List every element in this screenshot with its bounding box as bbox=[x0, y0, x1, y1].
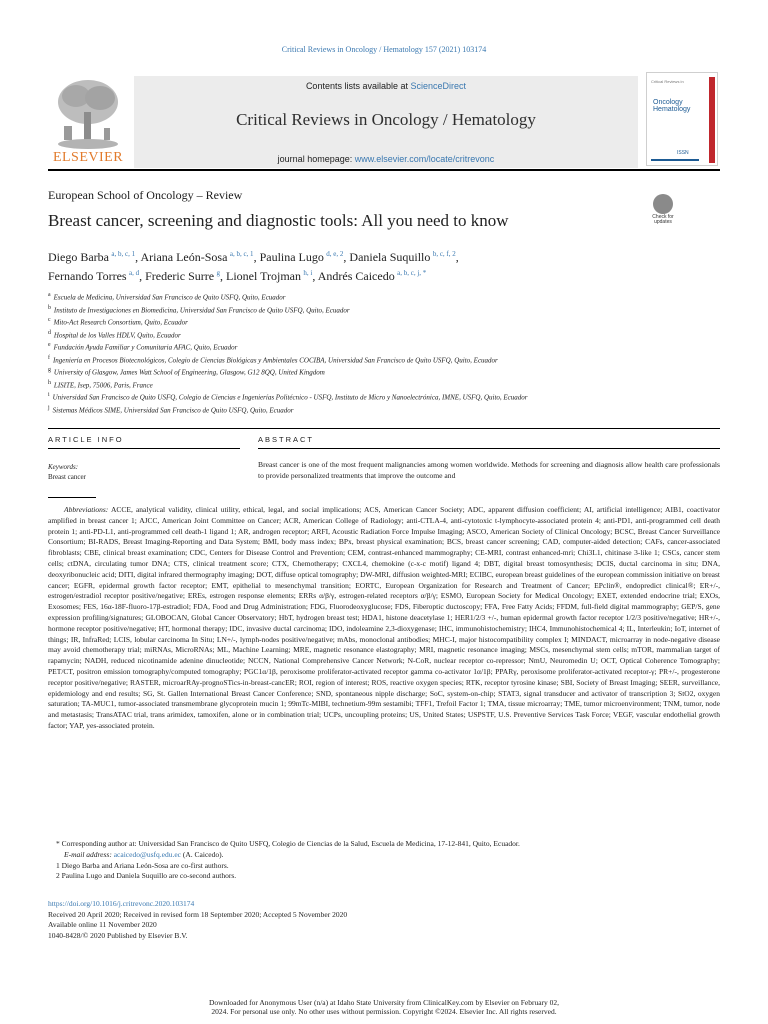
affiliation bbox=[48, 365, 728, 378]
section-label: European School of Oncology – Review bbox=[48, 188, 243, 202]
affiliation bbox=[48, 315, 728, 328]
download-notice-line-2: 2024. For personal use only. No other uses without permission. Copyright ©2024. Elsevier Inc. All rights reserved. bbox=[211, 1007, 557, 1016]
affiliation bbox=[48, 340, 728, 353]
affiliation-text: LISITE, Isep, 75006, Paris, France bbox=[53, 381, 153, 390]
author-name: Frederic Surre bbox=[145, 269, 215, 283]
copyright: 1040-8428/© 2020 Published by Elsevier B.V. bbox=[48, 930, 188, 940]
author-name: Ariana León-Sosa bbox=[140, 250, 228, 264]
abbreviations bbox=[48, 505, 720, 732]
article-info-heading: ARTICLE INFO bbox=[48, 435, 124, 444]
email-suffix: (A. Caicedo). bbox=[181, 849, 224, 859]
cover-footer: ISSN bbox=[677, 150, 689, 156]
email-note bbox=[64, 850, 720, 861]
keywords bbox=[48, 462, 86, 482]
abbreviations-text: ACCE, analytical validity, clinical utility, ethical, legal, and social implications; ACS, American Cancer Society; ADC, apparent diffusion coefficient; AI, artificial intelligence; AIB1, coactivator amplified in breast cancer 1; AJCC, American Joint Committee on Cancer; ACR, American College of Radiology; anti-CTLA-4, anti-cytotoxic t-lymphocyte-associated protein 4; anti-PD1, anti-programmed cell death protein 1; anti-PD-L1, anti-programmed cell death-1 ligand 1; AR, androgen receptor; ARFI, Acoustic Radiation Force Impulse Imaging; ASCO, American Society of Clinical Oncology; BCSC, Breast Cancer Surveillance Consortium; BI-RADS, Breast Imaging-Reporting and Data System; BMI, body mass index; BPx, breast physical examination; BCS, breast cancer screening; CAD, computer-aided detection; CAFs, cancer-associated fibroblasts; CBE, clinical breast examination; CDC, Centers for Disease Control and Prevention; CEM, contrast-enhanced mammography; CE-MRI, contrast enhanced-mri; Chi3L1, chitinase 3-like 1; CSCs, cancer stem cells; ctDNA, circulating tumor DNA; CTS, clinical treatment score; CTX, Chemotherapy; CXCL4, chemokine (c-x-c motif) ligand 4; DBT, digital breast tomosynthesis; DCIS, ductal carcinoma in situ; DNA, deoxyribonucleic acid; DITI, digital infrared thermography imaging; DOT, diffuse optical tomography; DW-MRI, diffusion weighted-MRI; ECIBC, european breast guidelines of the european commission initiative on breast cancer; EGFR, epidermal growth factor receptor; EMT, epithelial to mesenchymal transition; EORTC, European Organization for Research and Treatment of Cancer; EPclin®, endopredict clinical®; ER+/-, estrogen/estradiol receptor positive/negative; EREs, estrogen response elements; ERRs α/β/γ, estrogen-related receptors α/β/γ; ESMO, European Society for Medical Oncology; EXET, extended endocrine trial; EXOs, Exosomes; FES, 16α-18F-fluoro-17β-estradiol; FDA, Food and Drug Administration; FDG, Fluorodeoxyglucose; FDS, Fiberoptic ductoscopy; FFA, Free Fatty Acids; FFDM, full-field digital mammography; GEP/S, gene expression profiling/signatures; GLOBOCAN, Global Cancer Observatory; HbT, hydrogen breast test; HDA1, histone deacetylase 1; HER1/2/3 +/-, human epidermal growth factor receptor 1/2/3 positive/negative; HR+/-, hormone receptor positive/negative; HT, hormonal therapy; IDC, invasive ductal carcinoma; IDO, indoleamine 2,3-dioxygenase; IHC, immunohistochemistry; IHC4, Immunohistochemical 4; IL, Interleukin; IoT, internet of things; IR, InfraRed; LCIS, lobular carcinoma In Situ; LN+/-, lymph-nodes positive/negative; mAbs, monoclonal antibodies; MHC-I, major histocompatibility complex I; MINDACT, microarray in node-negative disease may avoid chemotherapy trial; miRNAs, MicroRNAs; ML, Machine Learning; MRE, magnetic resonance elastography; MRI, magnetic resonance imaging; MSCs, mesenchymal stem cells; mTOR, mammalian target of rapamycin; NADH, reduced nicotinamide adenine dinucleotide; NCCN, National Comprehensive Cancer Network; N-CoR, nuclear receptor co-repressor; NmU, Neuromedin U; OCT, Optical Coherence Tomography; PET/CT, positron emission tomography/computed tomography; PGC1α/1β, peroxisome proliferator-activated receptor gamma co-activator 1α/1β; PPARγ, peroxisome proliferator-activated receptor-γ; PR+/-, progesterone receptor positive/negative; RASTER, microarRAy-prognoSTics-in-breast-cancER; ROI, region of interest; ROS, reactive oxygen species; RTK, receptor tyrosine kinase; SBI, Society of Breast Imaging; SEER, surveillance, epidemiology and end results; SG, St. Gallen International Breast Cancer Conference; SND, spontaneous nipple discharge; SoC, system-on-chip; STAT3, signal transducer and activator of transcription 3; StO2, oxygen saturation; TA-MUC1, tumor-associated transmembrane glycoprotein mucin 1; 99mTc-MIBI, technetium-99m sestamibi; TFF1, Trefoil Factor 1; TMA, tissue microarray; TME, tumor microenvironment; TNM, tumor, node and metastasis; TransATAC trial, trans arimidex, tamoxifen, alone or in combination trial; UCPs, uncoupling proteins; US, United States; USPSTF, U.S. Preventive Services Task Force; VEGF, vascular endothelial growth factor; YAP, yes-associated protein. bbox=[48, 505, 720, 730]
affiliation bbox=[48, 403, 728, 416]
download-notice bbox=[0, 998, 768, 1016]
affiliation-text: Fundación Ayuda Familiar y Comunitaria AFAC, Quito, Ecuador bbox=[53, 343, 238, 352]
affiliation bbox=[48, 290, 728, 303]
affiliation-marker: c bbox=[48, 317, 51, 324]
affiliation-text: Mito-Act Research Consortium, Quito, Ecuador bbox=[53, 318, 188, 327]
affiliation-marker: i bbox=[48, 392, 50, 399]
cover-title-line-2: Hematology bbox=[653, 106, 691, 113]
cover-red-strip bbox=[709, 77, 715, 163]
affiliation-marker: h bbox=[48, 379, 51, 386]
check-updates-label: Check for updates bbox=[652, 214, 674, 225]
author-name: Diego Barba bbox=[48, 250, 109, 264]
corresponding-author-note: * Corresponding author at: Universidad San Francisco de Quito USFQ, Colegio de Ciencias de la Salud, Escuela de Medicina, 17-12-841, Quito, Ecuador. bbox=[56, 839, 520, 848]
abbreviations-label: Abbreviations: bbox=[64, 505, 109, 514]
received-dates: Received 20 April 2020; Received in revised form 18 September 2020; Accepted 5 November 2020 bbox=[48, 909, 348, 919]
doi-link[interactable]: https://doi.org/10.1016/j.critrevonc.2020.103174 bbox=[48, 899, 195, 908]
author-separator: , bbox=[312, 269, 318, 283]
affiliation-marker: f bbox=[48, 354, 50, 361]
author-separator: , bbox=[253, 250, 260, 264]
cover-note: Critical Reviews in bbox=[651, 79, 684, 84]
author-name: Paulina Lugo bbox=[259, 250, 324, 264]
author-separator: , bbox=[343, 250, 350, 264]
elsevier-tree-icon bbox=[48, 76, 128, 150]
publication-info bbox=[48, 899, 720, 941]
author-name: Fernando Torres bbox=[48, 269, 127, 283]
affiliation-text: Ingeniería en Procesos Biotecnológicos, Colegio de Ciencias Biológicas y Ambientales COCIBA, Universidad San Francisco de Quito USFQ, Quito, Ecuador bbox=[52, 355, 498, 364]
author-affiliations[interactable]: a, b, c, 1 bbox=[229, 250, 254, 258]
affiliation-marker: a bbox=[48, 292, 51, 298]
author-separator: , bbox=[135, 250, 141, 264]
co-second-author-note: 2 Paulina Lugo and Daniela Suquillo are co-second authors. bbox=[56, 871, 237, 881]
masthead-rule bbox=[48, 169, 720, 171]
author-affiliations[interactable]: a, b, c, 1 bbox=[111, 250, 136, 258]
check-for-updates-button[interactable] bbox=[648, 194, 678, 228]
cover-title bbox=[653, 99, 690, 113]
sciencedirect-link[interactable]: ScienceDirect bbox=[410, 81, 467, 91]
abstract-text: Breast cancer is one of the most frequent malignancies among women worldwide. Methods for screening and diagnosis allow health care professionals to provide personalized treatments that improve the outcome and bbox=[258, 460, 720, 480]
author[interactable] bbox=[145, 269, 226, 283]
affiliation bbox=[48, 303, 728, 316]
footnotes bbox=[48, 839, 720, 882]
author-list bbox=[48, 246, 668, 284]
available-online: Available online 11 November 2020 bbox=[48, 920, 157, 929]
homepage-prefix: journal homepage: bbox=[277, 154, 353, 164]
author-affiliations[interactable]: a, b, c, j, * bbox=[397, 269, 427, 277]
cover-title-line-1: Oncology bbox=[653, 99, 683, 106]
affiliation bbox=[48, 328, 728, 341]
affiliation-text: Escuela de Medicina, Universidad San Francisco de Quito USFQ, Quito, Ecuador bbox=[53, 293, 286, 302]
journal-title: Critical Reviews in Oncology / Hematology bbox=[236, 110, 536, 129]
author-separator: , bbox=[220, 269, 226, 283]
article-title: Breast cancer, screening and diagnostic tools: All you need to know bbox=[48, 211, 509, 230]
affiliation bbox=[48, 378, 728, 391]
affiliation-text: Sistemas Médicos SIME, Universidad San Francisco de Quito USFQ, Quito, Ecuador bbox=[52, 406, 294, 415]
affiliation-text: Universidad San Francisco de Quito USFQ, Colegio de Ciencias e Ingenierías Politécnico - USFQ, Instituto de Micro y Nanoelectrónica, IMNE, USFQ, Quito, Ecuador bbox=[52, 393, 528, 402]
author[interactable] bbox=[48, 269, 145, 283]
author-name: Andrés Caicedo bbox=[317, 269, 395, 283]
email-label: E-mail address: bbox=[64, 849, 112, 859]
footnote-rule bbox=[48, 497, 96, 498]
author-affiliations[interactable]: a, d bbox=[129, 269, 140, 277]
affiliation-list bbox=[48, 290, 728, 415]
divider bbox=[48, 428, 720, 429]
author[interactable] bbox=[48, 250, 140, 264]
download-notice-line-1: Downloaded for Anonymous User (n/a) at Idaho State University from ClinicalKey.com by Elsevier on February 02, bbox=[208, 998, 560, 1007]
contents-prefix: Contents lists available at bbox=[305, 81, 408, 91]
author-name: Daniela Suquillo bbox=[349, 250, 431, 264]
affiliation-marker: e bbox=[48, 342, 51, 349]
affiliation bbox=[48, 353, 728, 366]
affiliation-marker: d bbox=[48, 329, 51, 336]
affiliation-marker: b bbox=[48, 304, 51, 311]
affiliation-text: University of Glasgow, James Watt School of Engineering, Glasgow, G12 8QQ, United Kingdom bbox=[53, 368, 325, 377]
author-affiliations[interactable]: g bbox=[216, 269, 220, 277]
email-link[interactable]: acaicedo@usfq.edu.ec bbox=[113, 849, 182, 859]
homepage-link[interactable]: www.elsevier.com/locate/critrevonc bbox=[354, 154, 495, 164]
article-info-rule bbox=[48, 448, 240, 449]
homepage-line bbox=[134, 154, 638, 164]
elsevier-logo bbox=[48, 76, 128, 166]
author[interactable] bbox=[318, 269, 427, 283]
journal-banner bbox=[134, 76, 638, 168]
contents-line bbox=[134, 81, 638, 91]
keyword: Breast cancer bbox=[48, 473, 86, 481]
author-affiliations[interactable]: h, i bbox=[303, 269, 313, 277]
author-separator: , bbox=[139, 269, 146, 283]
author-name: Lionel Trojman bbox=[226, 269, 302, 283]
check-updates-icon bbox=[653, 194, 673, 214]
affiliation-text: Hospital de los Valles HDLV, Quito, Ecuador bbox=[53, 330, 181, 339]
affiliation-marker: g bbox=[48, 367, 51, 374]
affiliation-text: Instituto de Investigaciones en Biomedicina, Universidad San Francisco de Quito USFQ, Quito, Ecuador bbox=[53, 305, 350, 314]
author-affiliations[interactable]: d, e, 2 bbox=[326, 250, 344, 258]
publisher-name: ELSEVIER bbox=[52, 150, 124, 165]
author[interactable] bbox=[140, 250, 259, 264]
cover-blue-strip bbox=[651, 159, 699, 161]
abstract-heading: ABSTRACT bbox=[258, 435, 315, 444]
author[interactable] bbox=[260, 250, 350, 264]
affiliation-marker: j bbox=[48, 404, 50, 411]
keywords-label: Keywords: bbox=[48, 463, 79, 471]
author-affiliations[interactable]: b, c, f, 2 bbox=[432, 250, 456, 258]
author[interactable] bbox=[226, 269, 318, 283]
author[interactable] bbox=[349, 250, 458, 264]
author-separator: , bbox=[455, 250, 459, 264]
affiliation bbox=[48, 390, 728, 403]
journal-cover-thumbnail[interactable] bbox=[646, 72, 718, 166]
abstract-rule bbox=[258, 448, 720, 449]
journal-reference[interactable]: Critical Reviews in Oncology / Hematology 157 (2021) 103174 bbox=[281, 45, 487, 54]
co-first-author-note: 1 Diego Barba and Ariana León-Sosa are co-first authors. bbox=[56, 860, 229, 870]
